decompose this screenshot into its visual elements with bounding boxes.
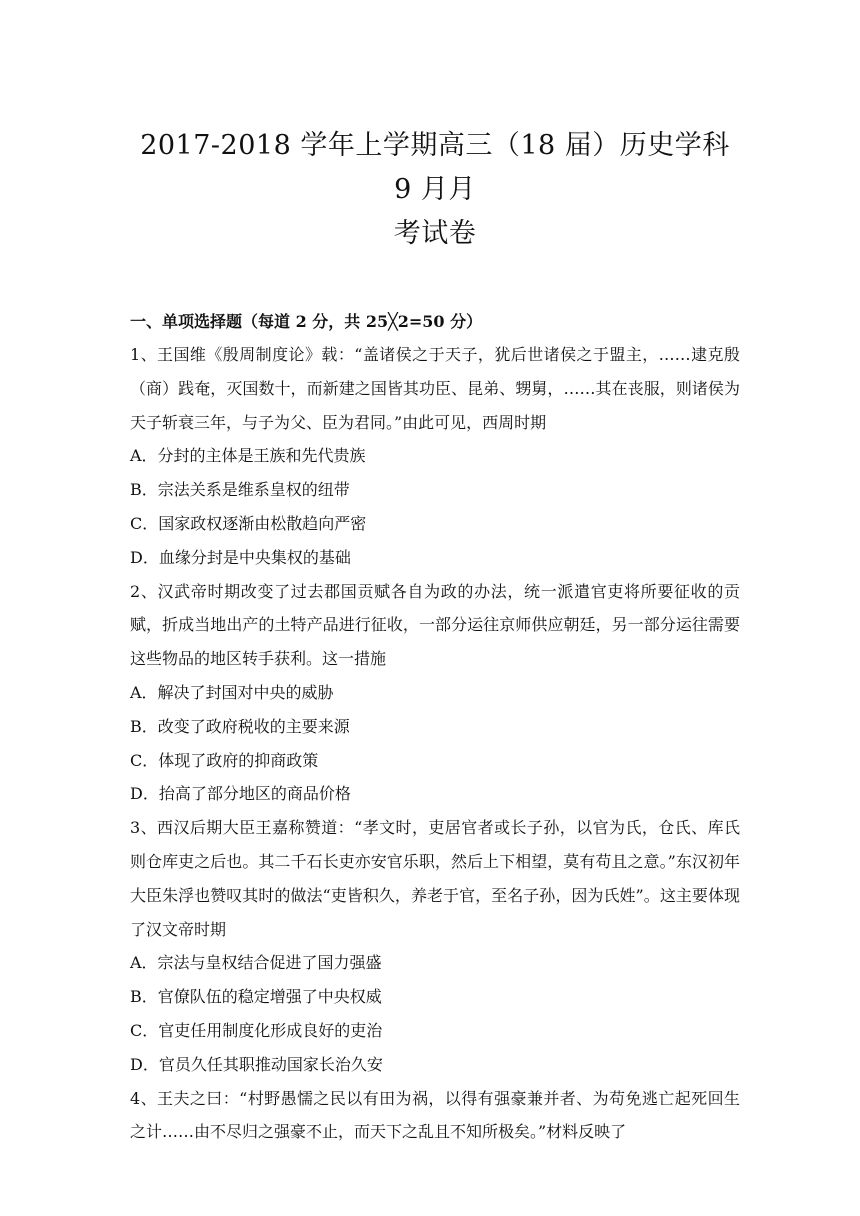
option-b: B．改变了政府税收的主要来源 [130,716,350,736]
option-c: C．官吏任用制度化形成良好的吏治 [130,1020,383,1040]
question-3 [130,811,740,1081]
page-title [130,0,740,256]
question-4 [130,1082,740,1150]
option-a: A．解决了封国对中央的威胁 [130,682,334,702]
question-stem: 2、汉武帝时期改变了过去郡国贡赋各自为政的办法，统一派遣官吏将所要征收的贡赋，折成当地出产的土特产品进行征收，一部分运往京师供应朝廷，另一部分运往需要这些物品的地区转手获利。这一措施 [130,581,740,669]
option-b: B．官僚队伍的稳定增强了中央权威 [130,987,382,1007]
question-stem: 3、西汉后期大臣王嘉称赞道：“孝文时，吏居官者或长子孙，以官为氏，仓氏、库氏则仓库吏之后也。其二千石长吏亦安官乐职，然后上下相望，莫有苟且之意。”东汉初年大臣朱浮也赞叹其时的做法“吏皆积久，养老于官，至名子孙，因为氏姓”。这主要体现了汉文帝时期 [130,818,740,939]
option-b: B．宗法关系是维系皇权的纽带 [130,480,350,500]
option-a: A．宗法与皇权结合促进了国力强盛 [130,953,382,973]
question-2 [130,575,740,812]
title-line-2: 考试卷 [393,218,477,249]
option-c: C．体现了政府的抑商政策 [130,750,319,770]
option-d: D．血缘分封是中央集权的基础 [130,547,351,567]
option-d: D．抬高了部分地区的商品价格 [130,784,351,804]
question-stem: 4、王夫之曰：“村野愚懦之民以有田为祸，以得有强豪兼并者、为苟免逃亡起死回生之计……由不尽归之强豪不止，而天下之乱且不知所极矣。”材料反映了 [130,1088,740,1142]
section-heading: 一、单项选择题（每道 2 分，共 25╳2=50 分） [130,312,483,331]
question-1 [130,338,740,575]
option-d: D．官员久任其职推动国家长治久安 [130,1054,383,1074]
title-line-1: 2017-2018 学年上学期高三（18 届）历史学科 9 月月 [140,130,730,205]
option-c: C．国家政权逐渐由松散趋向严密 [130,513,367,533]
question-stem: 1、王国维《殷周制度论》载：“盖诸侯之于天子，犹后世诸侯之于盟主，……逮克殷（商）践奄，灭国数十，而新建之国皆其功臣、昆弟、甥舅，……其在丧服，则诸侯为天子斩衰三年，与子为父、臣为君同。”由此可见，西周时期 [130,345,740,432]
option-a: A．分封的主体是王族和先代贵族 [130,446,366,466]
